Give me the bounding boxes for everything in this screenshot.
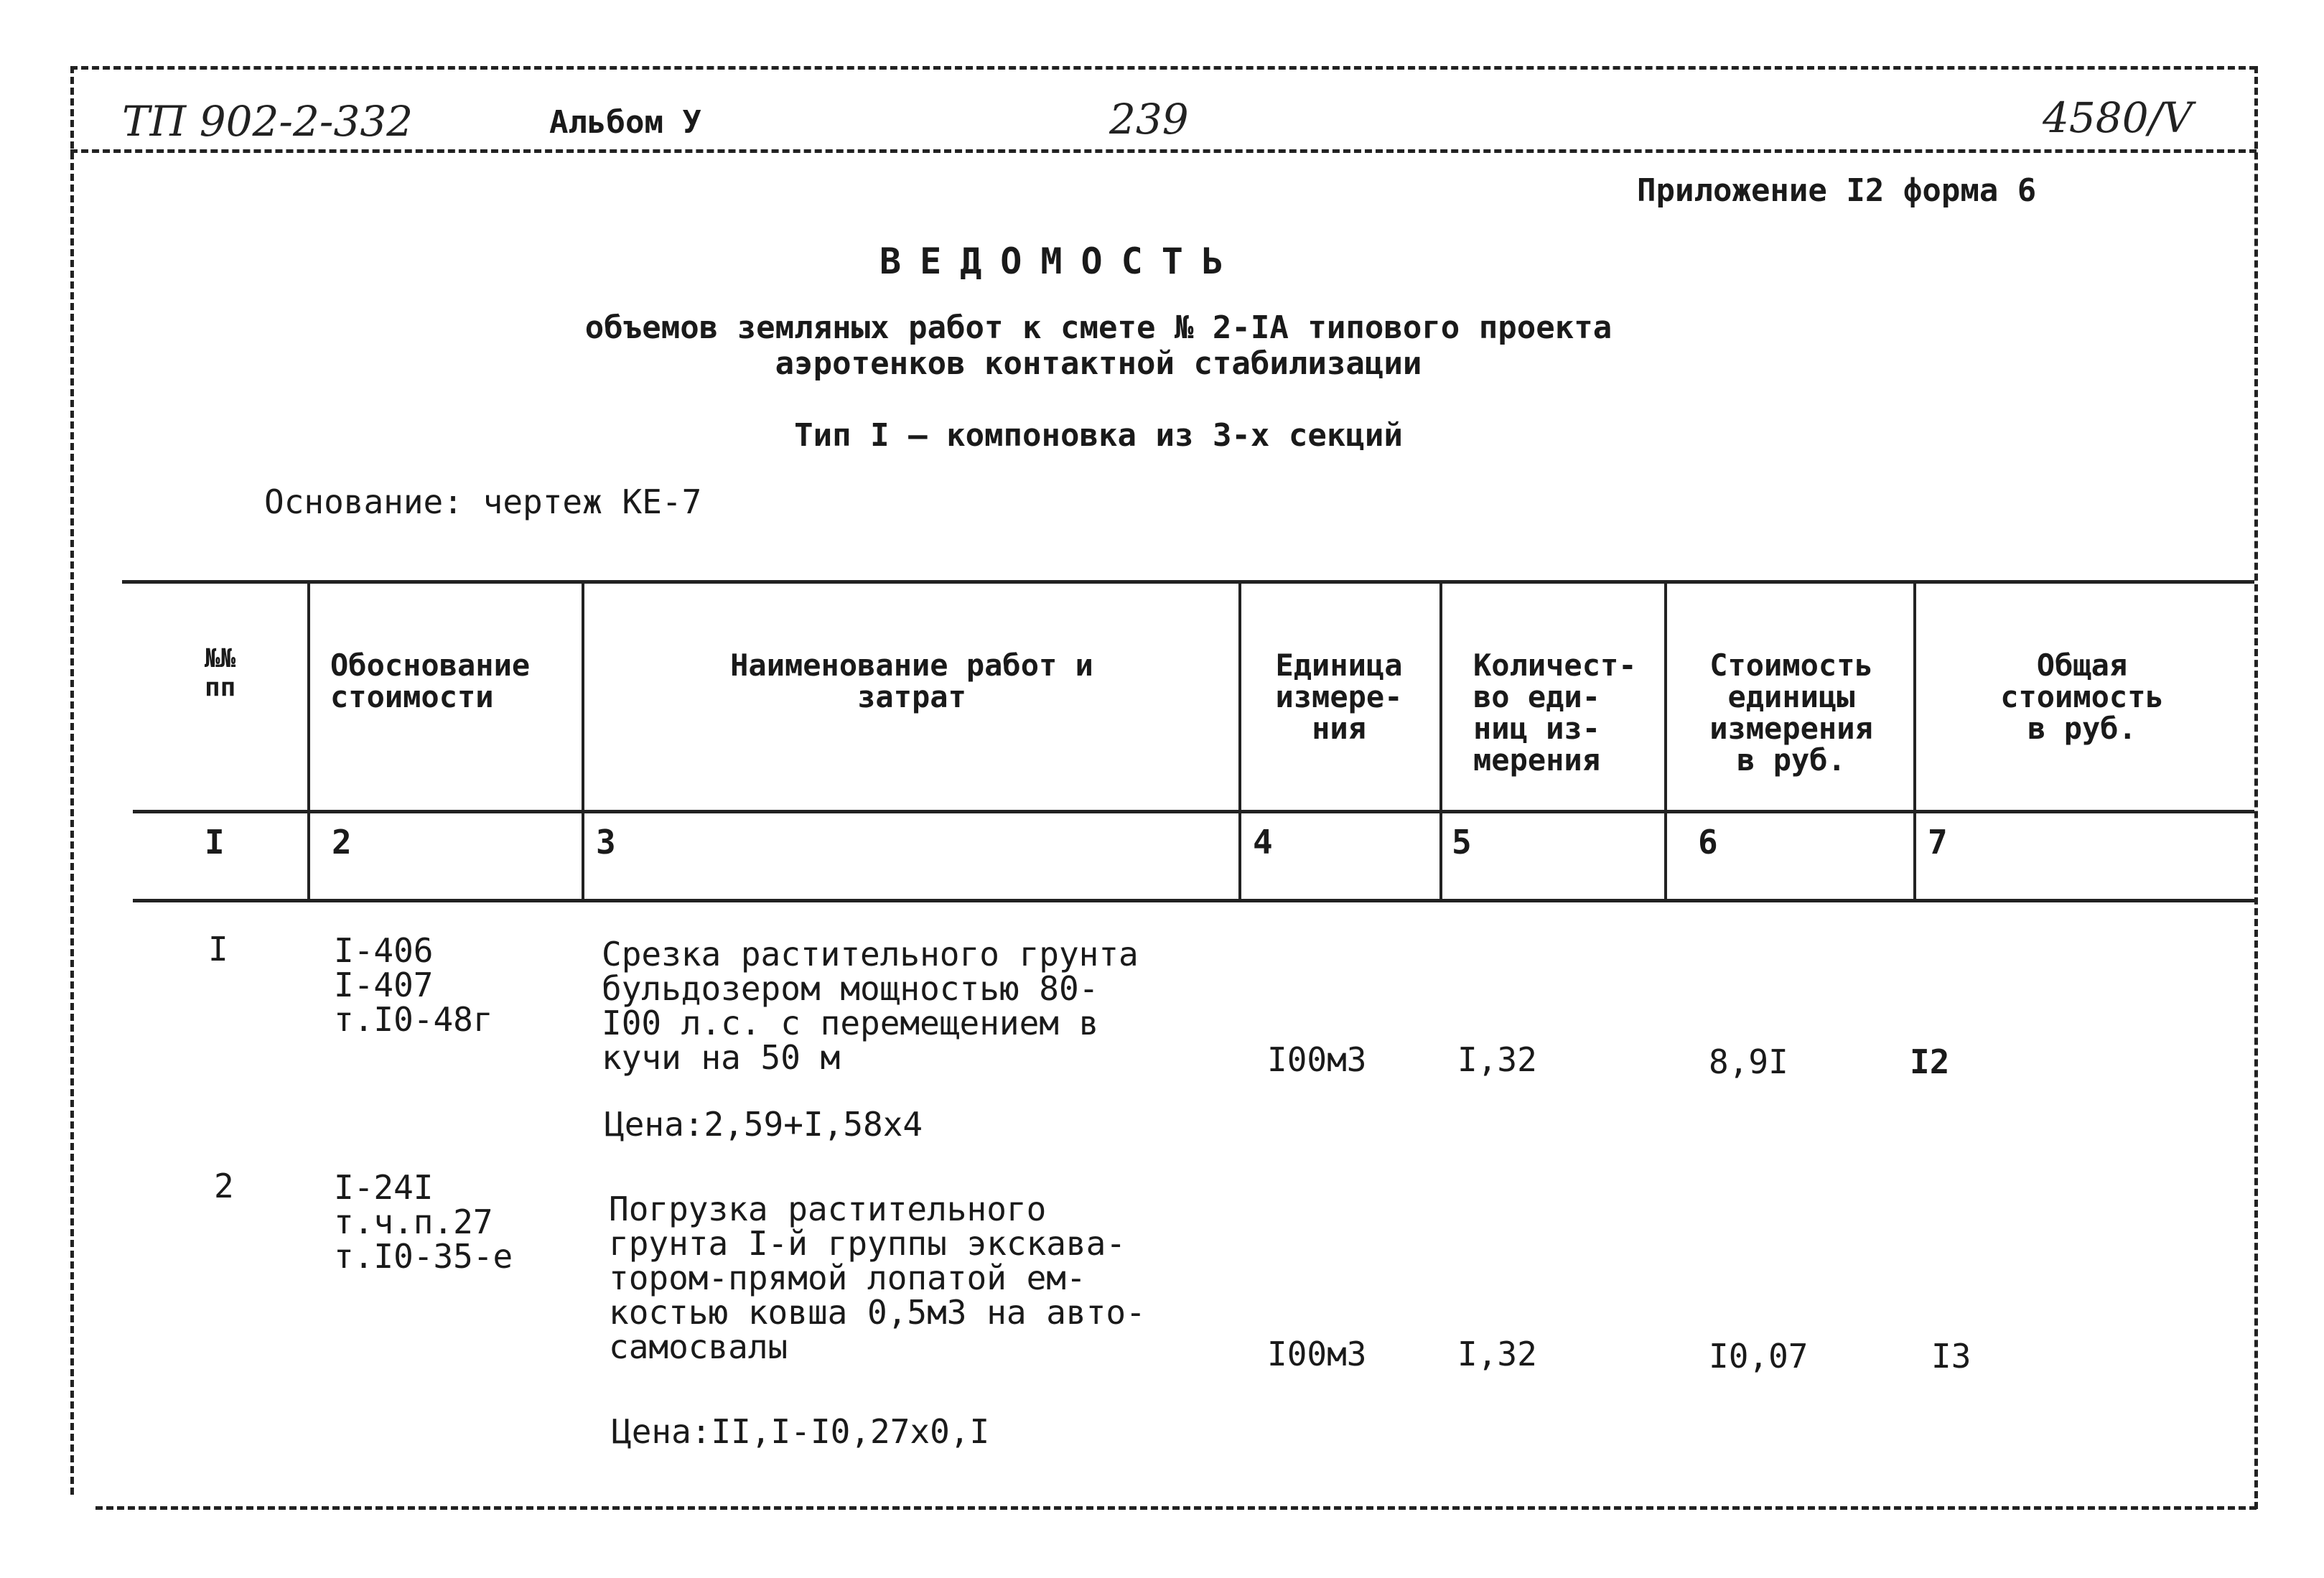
header-quantity: Количест- во еди- ниц из- мерения bbox=[1473, 648, 1637, 778]
row1-basis: I-406 I-407 т.I0-48г bbox=[334, 931, 493, 1039]
col-divider-1 bbox=[307, 580, 310, 899]
page-number: 239 bbox=[1109, 95, 1189, 144]
document-title: ВЕДОМОСТЬ bbox=[879, 241, 1242, 282]
row1-price-formula: Цена:2,59+I,58х4 bbox=[605, 1105, 923, 1144]
appendix-label: Приложение I2 форма 6 bbox=[1637, 172, 2037, 209]
header-name: Наименование работ и затрат bbox=[730, 648, 1093, 714]
col-divider-3 bbox=[1238, 580, 1241, 899]
row2-price-formula: Цена:II,I-I0,27х0,I bbox=[612, 1412, 990, 1451]
row2-unit: I00м3 bbox=[1267, 1335, 1367, 1373]
col-divider-2 bbox=[582, 580, 584, 899]
row1-name: Срезка растительного грунта бульдозером мощностью 80- I00 л.с. с перемещением в кучи на 50 м bbox=[602, 935, 1139, 1077]
header-bottom-rule bbox=[133, 810, 2254, 813]
row2-name: Погрузка растительного грунта I-й группы экскава- тором-прямой лопатой ем- костью ковша 0,5м3 на авто- самосвалы bbox=[609, 1190, 1146, 1366]
frame-right bbox=[2254, 66, 2258, 1509]
table-top-rule bbox=[122, 580, 2254, 584]
subtitle-line-2: аэротенков контактной стабилизации bbox=[775, 345, 1422, 382]
frame-bottom bbox=[95, 1506, 2257, 1510]
frame-left bbox=[70, 66, 74, 1495]
row1-unit-cost: 8,9I bbox=[1709, 1042, 1788, 1081]
colnum-7: 7 bbox=[1928, 823, 1948, 862]
header-basis: Обоснование стоимости bbox=[330, 648, 531, 714]
colnum-3: 3 bbox=[596, 823, 616, 862]
header-num: №№ пп bbox=[205, 644, 236, 702]
col-divider-4 bbox=[1439, 580, 1442, 899]
basis-label: Основание: чертеж КЕ-7 bbox=[264, 482, 702, 521]
row1-quantity: I,32 bbox=[1457, 1040, 1537, 1079]
album-label: Альбом У bbox=[549, 104, 701, 141]
type-line: Тип I – компоновка из 3-х секций bbox=[794, 417, 1403, 454]
colnum-2: 2 bbox=[332, 823, 352, 862]
row2-total: I3 bbox=[1931, 1337, 1971, 1376]
project-code: ТП 902-2-332 bbox=[122, 97, 414, 146]
header-unit: Единица измере- ния bbox=[1275, 648, 1403, 746]
row1-num: I bbox=[208, 930, 228, 968]
colnum-1: I bbox=[205, 823, 225, 862]
col-divider-5 bbox=[1664, 580, 1667, 899]
colnum-6: 6 bbox=[1698, 823, 1718, 862]
row1-unit: I00м3 bbox=[1267, 1040, 1367, 1079]
col-divider-6 bbox=[1913, 580, 1916, 899]
header-total: Общая стоимость в руб. bbox=[2000, 648, 2164, 746]
row2-quantity: I,32 bbox=[1457, 1335, 1537, 1373]
row2-num: 2 bbox=[214, 1167, 234, 1205]
frame-header-divider bbox=[70, 149, 2257, 153]
colnum-bottom-rule bbox=[133, 899, 2254, 902]
row2-basis: I-24I т.ч.п.27 т.I0-35-е bbox=[334, 1168, 513, 1276]
row2-unit-cost: I0,07 bbox=[1709, 1337, 1809, 1376]
subtitle-line-1: объемов земляных работ к смете № 2-IА типового проекта bbox=[584, 309, 1613, 346]
colnum-5: 5 bbox=[1452, 823, 1472, 862]
frame-top bbox=[70, 66, 2257, 70]
sheet-code: 4580/V bbox=[2043, 93, 2193, 142]
header-unit-cost: Стоимость единицы измерения в руб. bbox=[1709, 648, 1873, 778]
row1-total: I2 bbox=[1910, 1042, 1950, 1081]
colnum-4: 4 bbox=[1253, 823, 1273, 862]
